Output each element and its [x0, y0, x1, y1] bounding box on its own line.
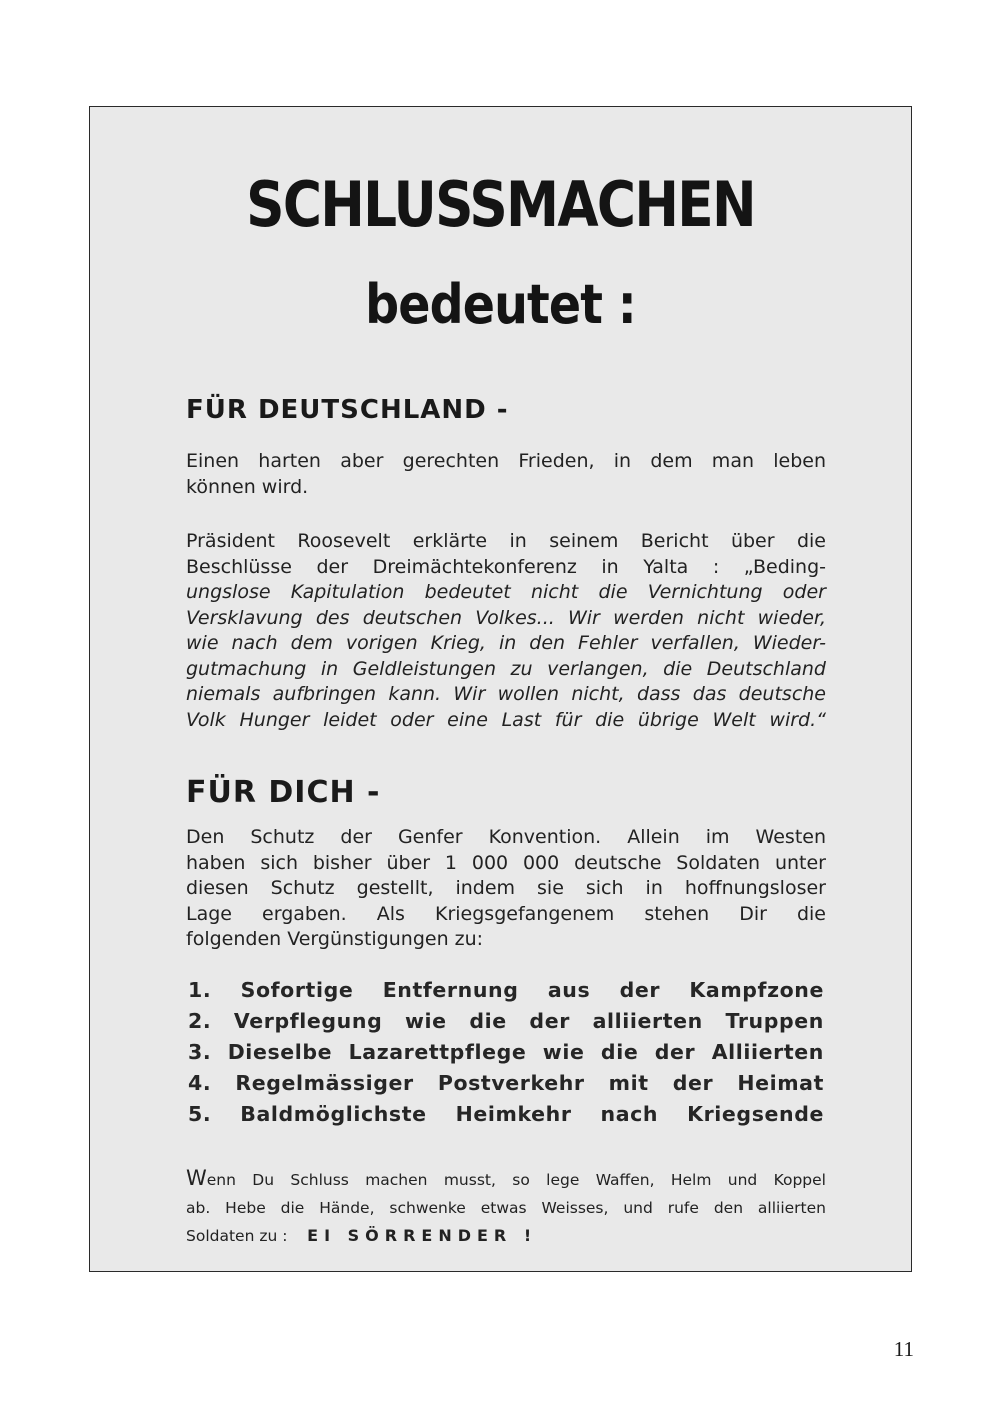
- section-heading-germany: FÜR DEUTSCHLAND -: [186, 395, 509, 425]
- paragraph-germany-intro: [186, 449, 826, 500]
- initial-letter: W: [186, 1166, 207, 1190]
- paragraph-roosevelt: [186, 529, 826, 733]
- quote-line: Volk Hunger leidet oder eine Last für die übrige Welt wird.“: [186, 708, 826, 731]
- headline: SCHLUSSMACHEN: [246, 168, 755, 241]
- quote-line: gutmachung in Geldleistungen zu verlangen, die Deutschland: [186, 657, 826, 680]
- paragraph-line: Präsident Roosevelt erklärte in seinem Bericht über die: [186, 530, 826, 552]
- paragraph-line: folgenden Vergünstigungen zu:: [186, 928, 484, 950]
- section-heading-you: FÜR DICH -: [186, 775, 381, 810]
- list-item: 1. Sofortige Entfernung aus der Kampfzone: [188, 978, 824, 1002]
- list-item: 2. Verpflegung wie die der alliierten Truppen: [188, 1009, 824, 1033]
- leaflet-scan: [89, 106, 912, 1272]
- quote-line: ungslose Kapitulation bedeutet nicht die Vernichtung oder: [186, 581, 826, 603]
- list-item: 3. Dieselbe Lazarettpflege wie die der Alliierten: [188, 1040, 824, 1064]
- closing-line: [186, 1165, 826, 1195]
- paragraph-line: Beschlüsse der Dreimächtekonferenz in Yalta : „Beding-: [186, 555, 826, 578]
- list-item: 4. Regelmässiger Postverkehr mit der Heimat: [188, 1071, 824, 1095]
- quote-line: niemals aufbringen kann. Wir wollen nicht, dass das deutsche: [186, 683, 826, 705]
- quote-line: wie nach dem vorigen Krieg, in den Fehler verfallen, Wieder-: [186, 632, 826, 654]
- closing-line: ab. Hebe die Hände, schwenke etwas Weisses, und rufe den alliierten: [186, 1198, 826, 1217]
- closing-line: [186, 1222, 826, 1251]
- paragraph-line: diesen Schutz gestellt, indem sie sich in hoffnungsloser: [186, 877, 826, 899]
- subheadline: bedeutet :: [365, 273, 636, 336]
- benefits-list: [188, 975, 824, 1130]
- paragraph-geneva-convention: [186, 825, 826, 953]
- closing-text: enn Du Schluss machen musst, so lege Waffen, Helm und Koppel: [206, 1171, 826, 1189]
- closing-text: Soldaten zu :: [186, 1227, 288, 1245]
- surrender-phrase: EI SÖRRENDER !: [307, 1226, 538, 1245]
- quote-line: Versklavung des deutschen Volkes... Wir werden nicht wieder,: [186, 606, 826, 629]
- list-item: 5. Baldmöglichste Heimkehr nach Kriegsende: [188, 1102, 824, 1126]
- paragraph-line: Den Schutz der Genfer Konvention. Allein im Westen: [186, 826, 826, 848]
- paragraph-line: Lage ergaben. Als Kriegsgefangenem stehen Dir die: [186, 902, 826, 925]
- paragraph-line: Einen harten aber gerechten Frieden, in dem man leben: [186, 450, 826, 472]
- paragraph-line: können wird.: [186, 475, 309, 498]
- closing-instructions: [186, 1165, 826, 1251]
- page-number: 11: [893, 1337, 914, 1361]
- paragraph-line: haben sich bisher über 1 000 000 deutsche Soldaten unter: [186, 851, 826, 874]
